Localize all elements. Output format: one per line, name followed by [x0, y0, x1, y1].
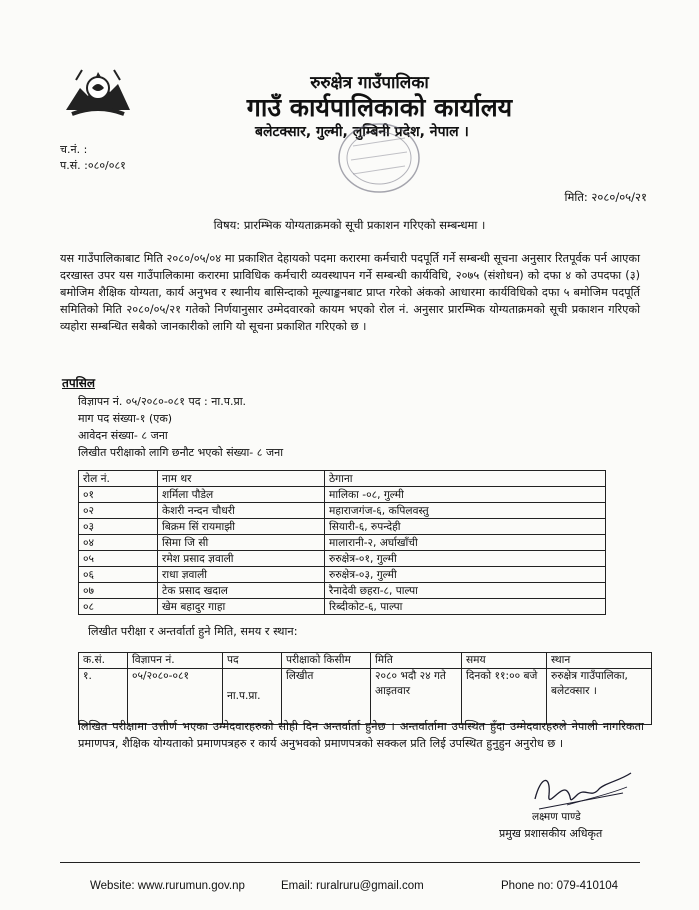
- candidate-name: राधा ज्ञवाली: [158, 567, 325, 583]
- table-header-row: [79, 653, 652, 669]
- table-row: [79, 487, 606, 503]
- vacancy-details: [78, 393, 283, 461]
- candidate-table: [78, 470, 606, 615]
- column-header: क.सं.: [79, 653, 128, 669]
- vigyapan-line: विज्ञापन नं. ०५/२०८०-०८१ पद : ना.प.प्रा.: [78, 395, 247, 408]
- notice-date: मिति: २०८०/०५/२१: [564, 190, 647, 204]
- candidate-address: मालिका -०८, गुल्मी: [325, 487, 606, 503]
- municipality-name: रुरुक्षेत्र गाउँपालिका: [310, 73, 429, 93]
- table-row: [79, 599, 606, 615]
- details-heading: तपसिल: [62, 376, 96, 390]
- schedule-intro: लिखीत परीक्षा र अन्तर्वार्ता हुने मिति, समय र स्थान:: [88, 625, 298, 638]
- footer-email: Email: ruralruru@gmail.com: [281, 880, 424, 892]
- exam-date: २०८० भदौ २४ गते आइतवार: [371, 669, 462, 725]
- candidate-address: रुरुक्षेत्र-०१, गुल्मी: [325, 551, 606, 567]
- table-row: [79, 535, 606, 551]
- table-row: [79, 519, 606, 535]
- roll-number: ०६: [79, 567, 158, 583]
- roll-number: ०८: [79, 599, 158, 615]
- candidate-name: सिमा जि सी: [158, 535, 325, 551]
- exam-type: लिखीत: [282, 669, 371, 725]
- column-header: ठेगाना: [325, 471, 606, 487]
- candidate-address: रैनादेवी छहरा-८, पाल्पा: [325, 583, 606, 599]
- vigyapan-number: ०५/२०८०-०८१: [128, 669, 223, 725]
- post: ना.प.प्रा.: [223, 669, 282, 725]
- column-header: मिति: [371, 653, 462, 669]
- column-header: रोल नं.: [79, 471, 158, 487]
- likhit-line: लिखीत परीक्षाको लागि छनौट भएको संख्या- ८ जना: [78, 446, 284, 459]
- table-row: [79, 551, 606, 567]
- candidate-name: रमेश प्रसाद ज्ञवाली: [158, 551, 325, 567]
- footer-website: Website: www.rurumun.gov.np: [90, 880, 245, 892]
- signatory-name: लक्ष्मण पाण्डे: [532, 811, 581, 823]
- candidate-address: सियारी-६, रुपन्देही: [325, 519, 606, 535]
- roll-number: ०२: [79, 503, 158, 519]
- body-paragraph: यस गाउँपालिकाबाट मिति २०८०/०५/०४ मा प्रकाशित देहायको पदमा करारमा कर्मचारी पदपूर्ति गर्ने सम्बन्धी सूचना अनुसार रितपूर्वक पर्न आएका दरखास्त उपर यस गाउँपालिकामा करारमा प्राविधिक कर्मचारी व्यवस्थापन गर्ने सम्बन्धी कार्यविधि, २०७५ (संशोधन) को दफा ४ को उपदफा (३) बमोजिम शैक्षिक योग्यता, कार्य अनुभव र स्थानीय बासिन्दाको मूल्याङ्कनबाट प्राप्त गरेको अंकको आधारमा कार्यविधिको दफा ५ बमोजिम पदपूर्ति समितिको मिति २०८०/०५/२१ गतेको निर्णयानुसार उम्मेदवारको कायम भएको रोल नं. अनुसार प्रारम्भिक योग्यताक्रमको सूची प्रकाशन गरिएको व्यहोरा सम्बन्धित सबैको जानकारीको लागि यो सूचना प्रकाशित गरिएको छ ।: [60, 252, 640, 333]
- table-row: [79, 583, 606, 599]
- column-header: समय: [462, 653, 547, 669]
- serial-number: १.: [79, 669, 128, 725]
- candidate-name: केशरी नन्दन चौधरी: [158, 503, 325, 519]
- table-header-row: [79, 471, 606, 487]
- roll-number: ०५: [79, 551, 158, 567]
- exam-schedule-table: [78, 652, 652, 725]
- candidate-name: शर्मिला पौडेल: [158, 487, 325, 503]
- reference-numbers: [60, 142, 126, 174]
- maag-line: माग पद संख्या-१ (एक): [78, 412, 173, 425]
- footer-divider: [60, 862, 640, 863]
- exam-venue: रुरुक्षेत्र गाउँपालिका, बलेटक्सार ।: [547, 669, 652, 725]
- table-row: [79, 567, 606, 583]
- candidate-address: रिब्दीकोट-६, पाल्पा: [325, 599, 606, 615]
- footer-phone: Phone no: 079-410104: [501, 880, 619, 892]
- patra-sankhya: प.सं. :०८०/०८१: [60, 159, 126, 172]
- table-row: [79, 503, 606, 519]
- column-header: परीक्षाको किसीम: [282, 653, 371, 669]
- roll-number: ०७: [79, 583, 158, 599]
- candidate-address: महाराजगंज-६, कपिलवस्तु: [325, 503, 606, 519]
- office-name: गाउँ कार्यपालिकाको कार्यालय: [246, 93, 513, 122]
- candidate-name: बिक्रम सिं रायमाझी: [158, 519, 325, 535]
- roll-number: ०१: [79, 487, 158, 503]
- exam-time: दिनको ११:०० बजे: [462, 669, 547, 725]
- office-stamp: [333, 118, 425, 198]
- candidate-name: खेम बहादुर गाहा: [158, 599, 325, 615]
- candidate-address: रुरुक्षेत्र-०३, गुल्मी: [325, 567, 606, 583]
- signatory-title: प्रमुख प्रशासकीय अधिकृत: [499, 827, 603, 840]
- roll-number: ०४: [79, 535, 158, 551]
- column-header: नाम थर: [158, 471, 325, 487]
- aabedan-line: आवेदन संख्या- ८ जना: [78, 429, 168, 442]
- chalani-number: च.नं. :: [60, 143, 88, 156]
- table-row: [79, 669, 652, 725]
- column-header: विज्ञापन नं.: [128, 653, 223, 669]
- candidate-name: टेक प्रसाद खदाल: [158, 583, 325, 599]
- closing-paragraph: लिखित परीक्षामा उत्तीर्ण भएका उम्मेदवारहरुको सोही दिन अन्तर्वार्ता हुनेछ । अन्तर्वार्तामा उपस्थित हुँदा उम्मेदवारहरुले नेपाली नागरिकता प्रमाणपत्र, शैक्षिक योग्यताको प्रमाणपत्रहरु र कार्य अनुभवको प्रमाणपत्रको सक्कल प्रति लिई उपस्थित हुनुहुन अनुरोध छ ।: [78, 720, 644, 750]
- roll-number: ०३: [79, 519, 158, 535]
- notice-subject: विषय: प्रारम्भिक योग्यताक्रमको सूची प्रकाशन गरिएको सम्बन्धमा ।: [213, 218, 486, 232]
- candidate-address: मालारानी-२, अर्घाखाँची: [325, 535, 606, 551]
- column-header: स्थान: [547, 653, 652, 669]
- office-address: बलेटक्सार, गुल्मी, लुम्बिनी प्रदेश, नेपाल ।: [255, 124, 469, 140]
- column-header: पद: [223, 653, 282, 669]
